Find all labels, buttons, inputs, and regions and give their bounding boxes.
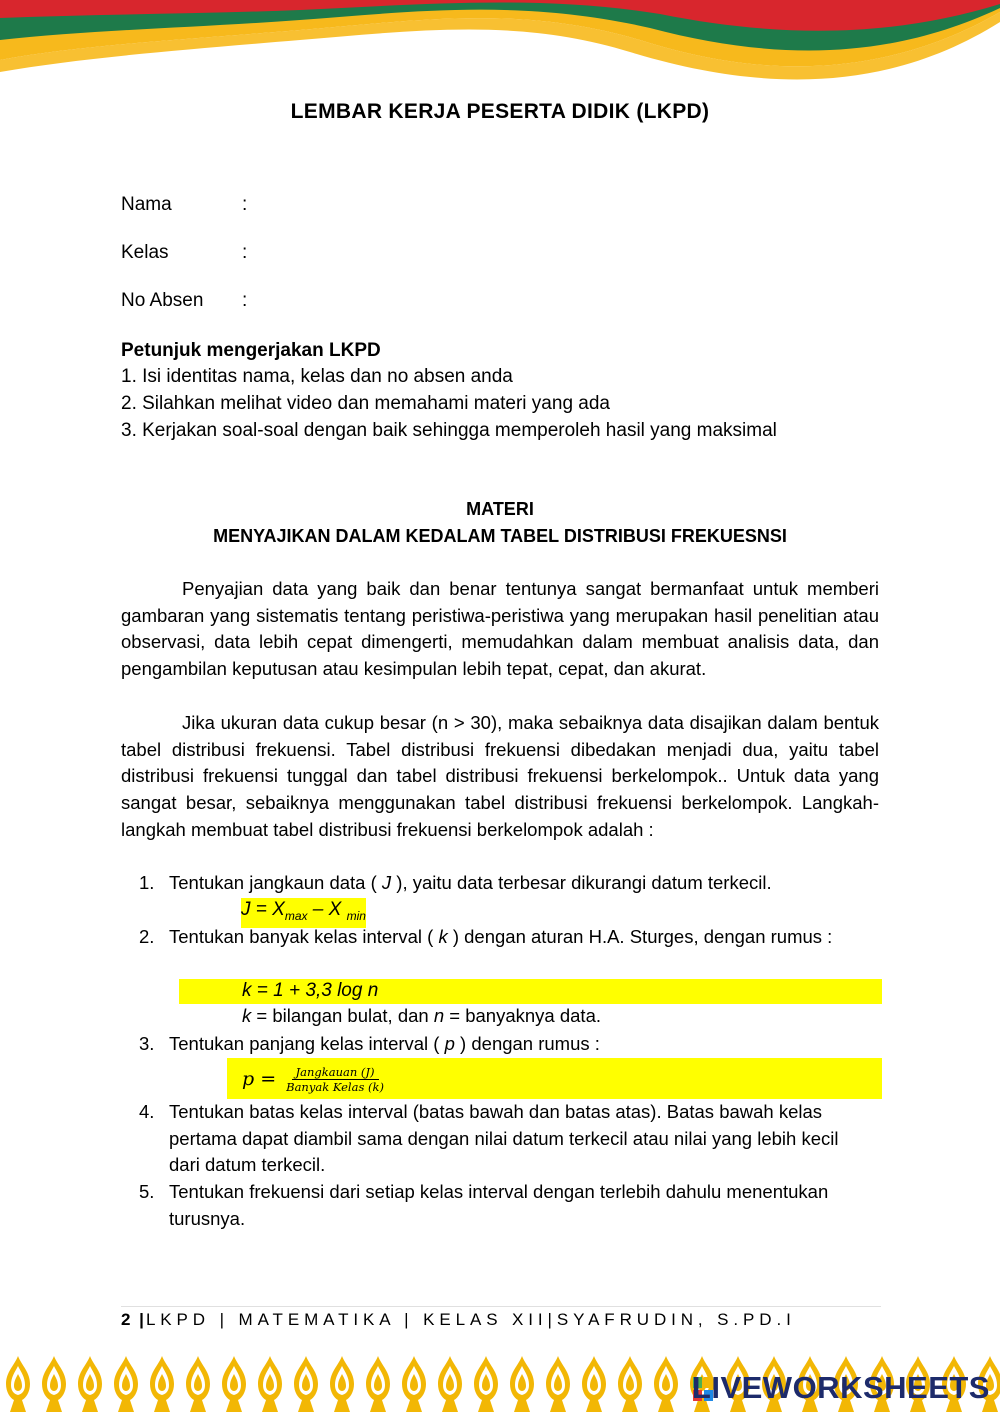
step-5 (121, 1179, 861, 1233)
step-text: Tentukan jangkaun data ( J ), yaitu data terbesar dikurangi datum terkecil. (169, 872, 772, 893)
formula-numerator: Jangkauan (J) (292, 1065, 379, 1080)
field-label: Nama (121, 194, 172, 215)
paragraph-1 (121, 576, 879, 683)
step-text: Tentukan panjang kelas interval ( p ) dengan rumus : (169, 1033, 600, 1054)
formula-denominator: Banyak Kelas (k) (286, 1079, 384, 1094)
step-text: Tentukan banyak kelas interval ( k ) dengan aturan H.A. Sturges, dengan rumus : (169, 926, 833, 947)
step-2 (121, 924, 861, 978)
field-label: No Absen (121, 290, 204, 311)
instruction-item: 2. Silahkan melihat video dan memahami materi yang ada (121, 393, 610, 414)
step-text: Tentukan frekuensi dari setiap kelas interval dengan terlebih dahulu menentukan turusnya. (169, 1181, 829, 1229)
instructions-title: Petunjuk mengerjakan LKPD (121, 340, 381, 361)
page-footer (121, 1310, 796, 1330)
page-number: 2 | (121, 1310, 146, 1329)
step-4 (121, 1099, 861, 1179)
step-number: 4. (139, 1101, 155, 1122)
formula-p: p = Jangkauan (J) Banyak Kelas (k) (242, 1060, 388, 1098)
field-separator: : (242, 242, 248, 263)
formula-k-note: k = bilangan bulat, dan n = banyaknya data. (242, 1005, 601, 1026)
header-banner (0, 0, 1000, 100)
formula-k: k = 1 + 3,3 log n (242, 980, 379, 1001)
footer-text: LKPD | MATEMATIKA | KELAS XII|SYAFRUDIN, S.PD.I (145, 1310, 796, 1329)
step-number: 1. (139, 872, 155, 893)
step-number: 3. (139, 1033, 155, 1054)
instruction-item: 3. Kerjakan soal-soal dengan baik sehingga memperoleh hasil yang maksimal (121, 420, 777, 441)
step-number: 5. (139, 1181, 155, 1202)
section-subheading: MENYAJIKAN DALAM KEDALAM TABEL DISTRIBUSI FREKUESNSI (213, 526, 787, 546)
field-no-absen (121, 290, 247, 312)
field-label: Kelas (121, 242, 169, 263)
field-separator: : (242, 290, 248, 311)
field-nama (121, 194, 247, 216)
step-text: Tentukan batas kelas interval (batas bawah dan batas atas). Batas bawah kelas pertama dapat diambil sama dengan nilai datum terkecil atau nilai yang lebih kecil dari datum terkecil. (169, 1101, 839, 1176)
paragraph-2 (121, 710, 879, 844)
footer-divider (121, 1306, 881, 1307)
page-title: LEMBAR KERJA PESERTA DIDIK (LKPD) (290, 100, 710, 123)
paragraph-text: Penyajian data yang baik dan benar tentunya sangat bermanfaat untuk memberi gambaran yang sistematis tentang peristiwa-peristiwa yang merupakan hasil penelitian atau observasi, data lebih cepat dimengerti, memudahkan dalam membuat analisis data, dan pengambilan keputusan atau kesimpulan lebih tepat, cepat, dan akurat. (121, 578, 879, 680)
section-heading: MATERI (466, 499, 534, 519)
instruction-item: 1. Isi identitas nama, kelas dan no absen anda (121, 366, 513, 387)
formula-j: $J = X_{max} - X$ $_{min}$ (241, 898, 366, 928)
liveworksheets-watermark: LIVEWORKSHEETS (691, 1370, 990, 1405)
field-separator: : (242, 194, 248, 215)
paragraph-text: Jika ukuran data cukup besar (n > 30), maka sebaiknya data disajikan dalam bentuk tabel distribusi frekuensi. Tabel distribusi frekuensi dibedakan menjadi dua, yaitu tabel distribusi frekuensi tunggal dan tabel distribusi frekuensi berkelompok.. Untuk data yang sangat besar, sebaiknya menggunakan tabel distribusi frekuensi berkelompok. Langkah-langkah membuat tabel distribusi frekuensi berkelompok adalah : (121, 712, 879, 840)
field-kelas (121, 242, 247, 264)
step-number: 2. (139, 926, 155, 947)
